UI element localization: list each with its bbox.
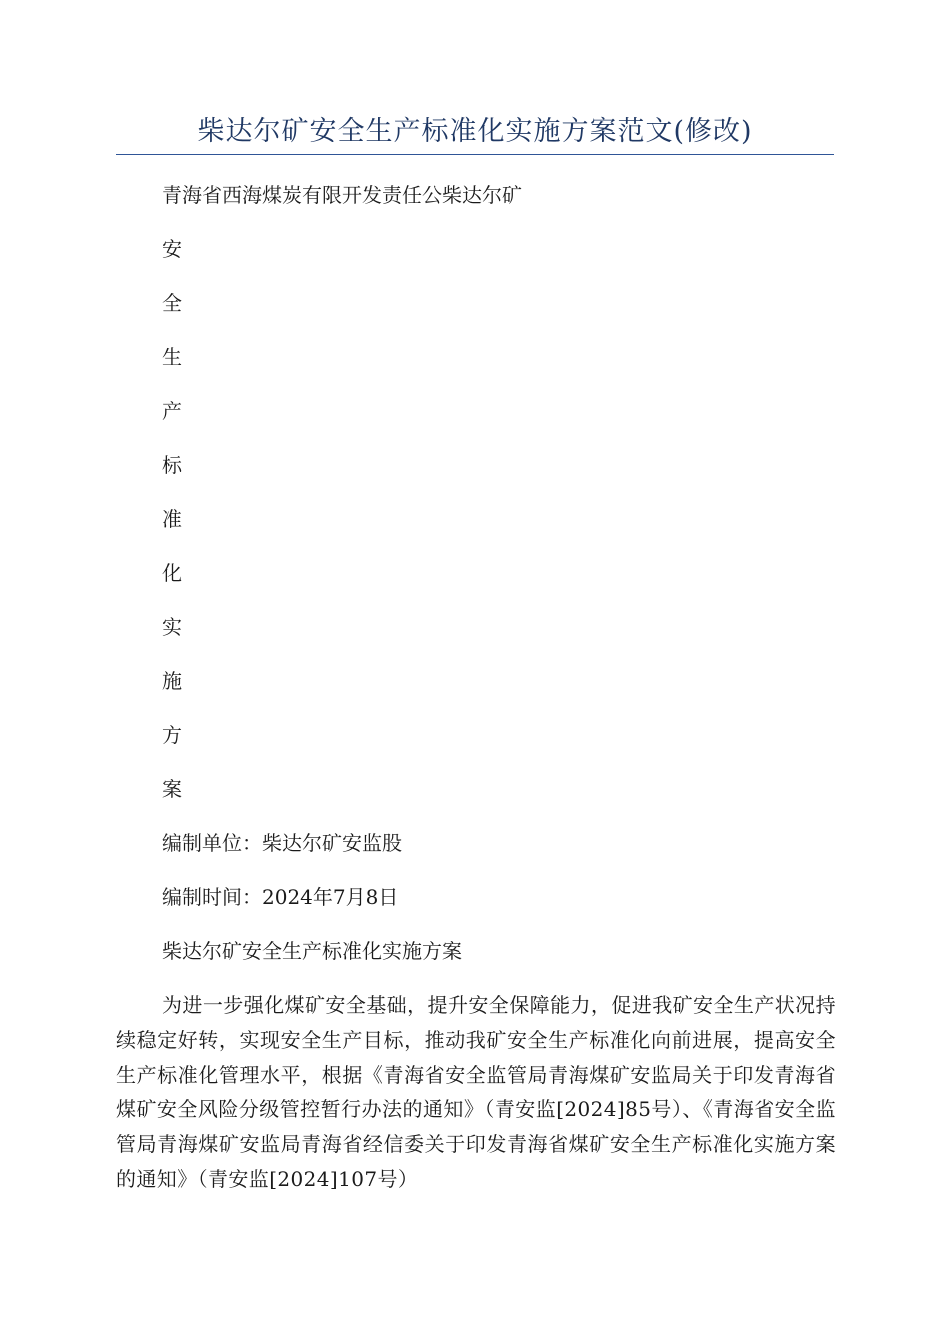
- vertical-title-char: 化: [162, 561, 182, 585]
- vertical-title-char: 全: [162, 291, 182, 315]
- body-paragraph: 为进一步强化煤矿安全基础，提升安全保障能力，促进我矿安全生产状况持续稳定好转，实现安全生产目标，推动我矿安全生产标准化向前进展，提高安全生产标准化管理水平，根据《青海省安全监管局青海煤矿安监局关于印发青海省煤矿安全风险分级管控暂行办法的通知》（青安监[2024]85号）、《青海省安全监管局青海煤矿安监局青海省经信委关于印发青海省煤矿安全生产标准化实施方案的通知》（青安监[2024]107号）: [116, 993, 836, 1191]
- title-underline: [116, 154, 834, 155]
- vertical-title-char: 方: [162, 723, 182, 747]
- vertical-title-char: 产: [162, 399, 182, 423]
- vertical-title-char: 标: [162, 453, 182, 477]
- vertical-title-char: 安: [162, 237, 182, 261]
- vertical-title-char: 案: [162, 777, 182, 801]
- vertical-title-char: 生: [162, 345, 182, 369]
- document-subtitle: 柴达尔矿安全生产标准化实施方案: [162, 939, 462, 963]
- document-title: 柴达尔矿安全生产标准化实施方案范文(修改): [197, 116, 753, 147]
- vertical-title-char: 施: [162, 669, 182, 693]
- company-name: 青海省西海煤炭有限开发责任公柴达尔矿: [162, 183, 522, 207]
- compile-date: 编制时间：2024年7月8日: [162, 885, 399, 909]
- vertical-title-char: 实: [162, 615, 182, 639]
- compiler-unit: 编制单位：柴达尔矿安监股: [162, 831, 402, 855]
- vertical-title-char: 准: [162, 507, 182, 531]
